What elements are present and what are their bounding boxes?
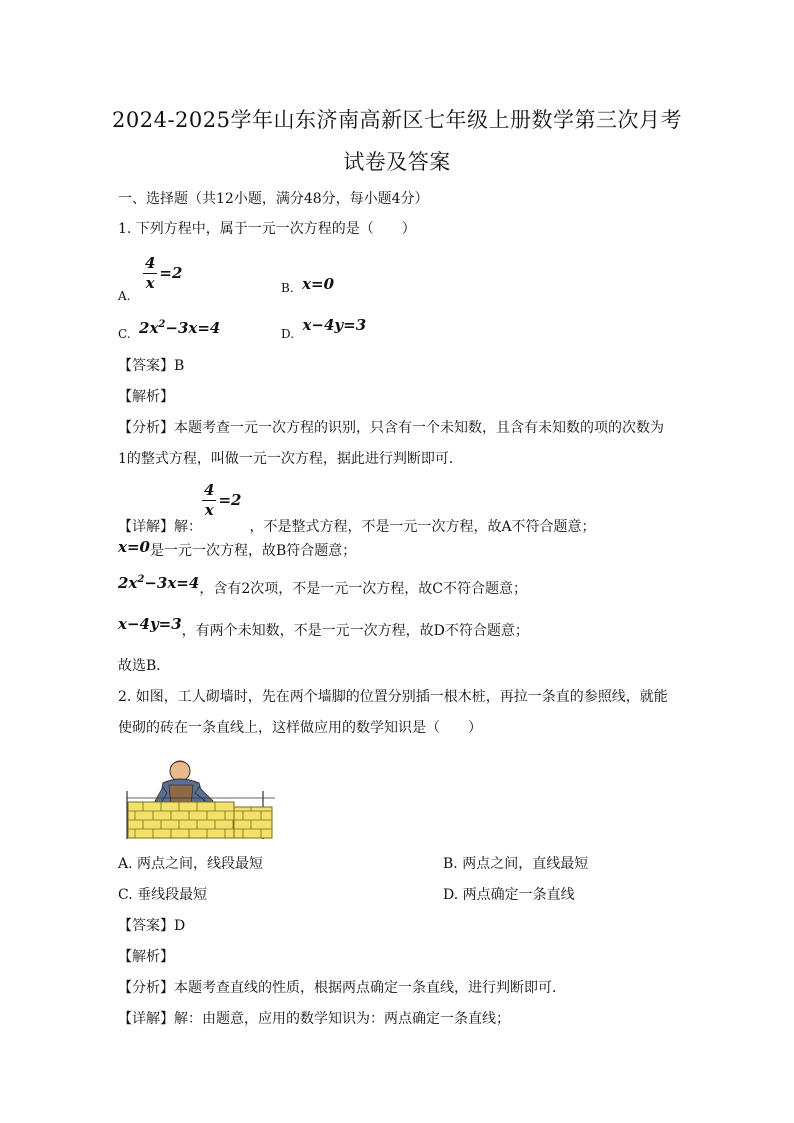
q2-option-a[interactable]: A. 两点之间，线段最短 bbox=[118, 856, 264, 872]
q1-c-rest: −3x=4 bbox=[165, 319, 221, 337]
q1-detail-3-rest: −3x=4 bbox=[144, 574, 200, 592]
q2-option-b[interactable]: B. 两点之间，直线最短 bbox=[443, 856, 589, 872]
q1-a-denominator: x bbox=[145, 274, 155, 292]
q1-option-d[interactable] bbox=[281, 316, 367, 341]
q1-a-rhs: =2 bbox=[159, 263, 183, 282]
q1-detail-line-1 bbox=[118, 481, 596, 535]
q1-stem: 1. 下列方程中，属于一元一次方程的是（ ） bbox=[118, 221, 416, 237]
q1-option-c-label: C. bbox=[118, 327, 131, 341]
q2-stem-line-2: 使砌的砖在一条直线上，这样做应用的数学知识是（ ） bbox=[118, 720, 482, 736]
page-title-line-2: 试卷及答案 bbox=[343, 150, 451, 174]
section-heading: 一、选择题（共12小题，满分48分，每小题4分） bbox=[118, 191, 429, 207]
q1-analysis-line-2: 1的整式方程，叫做一元一次方程，据此进行判断即可． bbox=[118, 451, 463, 467]
page-title-line-1: 2024-2025学年山东济南高新区七年级上册数学第三次月考 bbox=[112, 108, 682, 132]
q2-detail: 【详解】解：由题意，应用的数学知识为：两点确定一条直线； bbox=[118, 1011, 510, 1027]
q1-option-c-math bbox=[139, 319, 220, 337]
q1-option-b-math: x=0 bbox=[302, 275, 335, 293]
q1-detail-3-base: 2x bbox=[118, 574, 138, 592]
q1-answer: 【答案】B bbox=[118, 358, 185, 374]
q1-detail-3-text: ，含有2次项，不是一元一次方程，故C不符合题意； bbox=[199, 581, 527, 597]
q1-detail-rhs: =2 bbox=[218, 490, 242, 509]
q1-option-c[interactable] bbox=[118, 319, 221, 341]
q1-detail-line-4 bbox=[118, 615, 529, 640]
q2-option-c[interactable]: C. 垂线段最短 bbox=[118, 887, 208, 903]
q2-option-d[interactable]: D. 两点确定一条直线 bbox=[443, 887, 575, 903]
q1-detail-1-text: ，不是整式方程，不是一元一次方程，故A不符合题意； bbox=[249, 518, 596, 535]
q2-analysis: 【分析】本题考查直线的性质，根据两点确定一条直线，进行判断即可． bbox=[118, 980, 566, 996]
q1-c-exponent: 2 bbox=[158, 319, 166, 330]
q1-option-a-math bbox=[139, 254, 183, 292]
q1-option-a-label: A. bbox=[118, 288, 131, 303]
q1-option-b[interactable] bbox=[281, 275, 335, 296]
q1-option-a[interactable] bbox=[118, 254, 183, 303]
q1-detail-4-math: x−4y=3 bbox=[118, 615, 182, 633]
q2-analysis-heading: 【解析】 bbox=[118, 949, 174, 965]
q1-detail-denominator: x bbox=[204, 501, 214, 519]
q1-detail-1-math bbox=[202, 481, 242, 519]
q1-detail-line-2 bbox=[118, 540, 356, 560]
bricklayer-illustration bbox=[125, 757, 277, 841]
q1-a-numerator: 4 bbox=[144, 254, 156, 272]
q1-analysis-heading: 【解析】 bbox=[118, 389, 174, 405]
q1-option-b-label: B. bbox=[281, 281, 294, 295]
q1-detail-2-math: x=0 bbox=[118, 538, 150, 556]
q1-c-base: 2x bbox=[139, 319, 159, 337]
q1-detail-2-text: 是一元一次方程，故B符合题意； bbox=[149, 543, 357, 559]
q1-detail-line-3 bbox=[118, 574, 527, 598]
q2-stem-line-1: 2. 如图，工人砌墙时，先在两个墙脚的位置分别插一根木桩，再拉一条直的参照线，就能 bbox=[118, 689, 668, 705]
q1-option-d-math: x−4y=3 bbox=[302, 316, 367, 334]
q1-analysis-line-1: 【分析】本题考查一元一次方程的识别，只含有一个未知数，且含有未知数的项的次数为 bbox=[118, 420, 664, 436]
q1-detail-3-exponent: 2 bbox=[137, 574, 145, 585]
q1-option-d-label: D. bbox=[281, 327, 295, 341]
q1-detail-4-text: ，有两个未知数，不是一元一次方程，故D不符合题意； bbox=[181, 623, 529, 639]
q1-detail-3-math bbox=[118, 574, 199, 592]
q2-answer: 【答案】D bbox=[118, 918, 186, 934]
q1-detail-prefix: 【详解】解： bbox=[118, 518, 202, 535]
q1-conclusion: 故选B． bbox=[118, 658, 171, 674]
q1-detail-numerator: 4 bbox=[204, 481, 215, 499]
